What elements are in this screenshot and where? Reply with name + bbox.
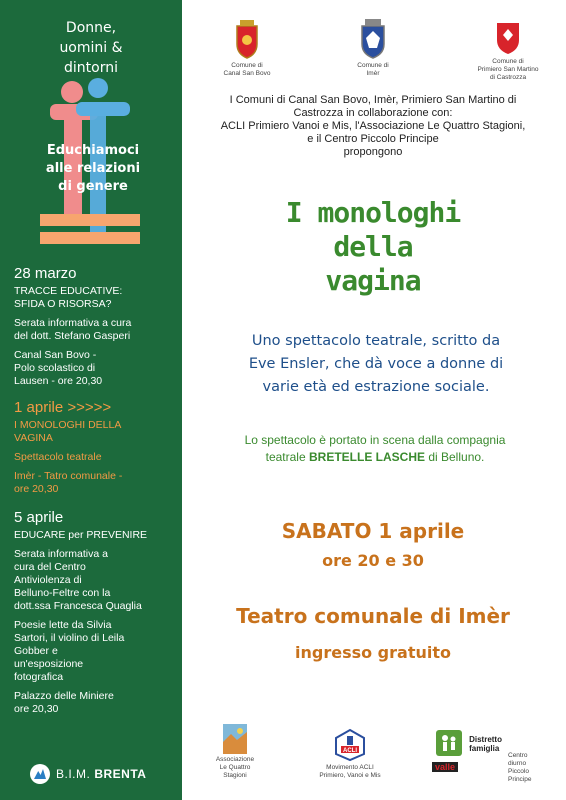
partner-quattro-stagioni [210, 724, 260, 780]
seasons-logo-icon [223, 724, 247, 754]
crest-canal-san-bovo [216, 20, 278, 78]
partner-label-line: diurno [508, 760, 527, 767]
partner-piccolo-principe [508, 752, 542, 784]
title-line: della [333, 230, 413, 263]
event-1-aprile [14, 399, 178, 496]
intro-line: ACLI Primiero Vanoi e Mis, l'Associazione Le Quattro Stagioni, [220, 120, 526, 132]
event-5-aprile [14, 509, 178, 716]
theatre-company-note [195, 432, 555, 466]
logo-stripe [40, 214, 140, 226]
partner-label-line: Piccolo [508, 768, 529, 775]
logo-slogan-line: di genere [58, 179, 128, 194]
event-time: ore 20 e 30 [322, 551, 424, 570]
event-line: Serata informativa a cura [14, 317, 132, 329]
project-title-line: dintorni [64, 60, 118, 76]
company-line-2 [195, 449, 555, 466]
partner-label-line: Primiero, Vanoi e Mis [319, 772, 381, 779]
organizers-intro [188, 94, 558, 159]
event-date: 1 aprile >>>>> [14, 399, 112, 416]
partner-label-line: Le Quattro [219, 764, 251, 771]
description-line: varie età ed estrazione sociale. [262, 379, 490, 395]
event-date: 28 marzo [14, 265, 77, 282]
event-line: fotografica [14, 671, 64, 683]
crest-label-line: Primiero San Martino [477, 66, 539, 73]
partner-label-line: famiglia [469, 744, 500, 753]
intro-line: I Comuni di Canal San Bovo, Imèr, Primiero San Martino di [229, 94, 517, 106]
description-line: Uno spettacolo teatrale, scritto da [251, 333, 501, 349]
project-title [0, 18, 182, 78]
event-line: ore 20,30 [14, 703, 59, 715]
sidebar [0, 0, 182, 800]
event-line: Palazzo delle Miniere [14, 690, 114, 702]
intro-line: propongono [343, 146, 403, 158]
partner-label-line: Associazione [215, 756, 255, 763]
crest-label-line: Canal San Bovo [223, 70, 271, 77]
partner-label-line: Stagioni [223, 772, 247, 779]
mountain-icon [30, 764, 50, 784]
event-line: cura del Centro [14, 561, 86, 573]
event-line: Lausen - ore 20,30 [14, 375, 103, 387]
event-line: Spettacolo teatrale [14, 451, 102, 463]
show-title [188, 196, 558, 298]
crest-label-line: Comune di [357, 62, 389, 69]
event-line: Imèr - Tatro comunale - [14, 470, 123, 482]
event-line: I MONOLOGHI DELLA [14, 419, 122, 431]
title-line: I monologhi [285, 196, 461, 229]
event-28-marzo [14, 265, 178, 388]
bim-name: BRENTA [94, 767, 147, 781]
event-line: Polo scolastico di [14, 362, 96, 374]
family-logo-icon [436, 730, 462, 756]
event-date: 5 aprile [14, 509, 64, 526]
intro-line: Castrozza in collaborazione con: [293, 107, 453, 119]
partner-label-line: Distretto [469, 735, 502, 744]
partner-label-line: Principe [508, 776, 532, 783]
company-line-1: Lo spettacolo è portato in scena dalla compagnia [244, 433, 506, 447]
event-line: Sartori, il violino di Leila [14, 632, 125, 644]
company-name: BRETELLE LASCHE [308, 450, 425, 464]
shield-icon [357, 18, 389, 60]
event-date: SABATO 1 aprile [281, 519, 465, 543]
distretto-text [469, 735, 502, 753]
bim-brenta-logo [30, 764, 146, 784]
partner-acli [312, 728, 388, 780]
bim-brenta-text [56, 767, 146, 781]
crest-imer [342, 18, 404, 78]
event-line: ore 20,30 [14, 483, 59, 495]
event-line: Belluno-Feltre con la [14, 587, 111, 599]
partner-label-line: Centro [508, 752, 528, 759]
logo-slogan [28, 142, 158, 196]
shield-icon [494, 20, 522, 56]
project-title-line: Donne, [65, 20, 117, 36]
acli-badge-text: ACLI [343, 748, 357, 754]
event-line: Serata informativa a [14, 548, 108, 560]
partner-distretto-famiglia [432, 730, 502, 773]
event-line: dott.ssa Francesca Quaglia [14, 600, 142, 612]
logo-stripe [40, 232, 140, 244]
crest-label-line: Comune di [231, 62, 263, 69]
event-line: un'esposizione [14, 658, 84, 670]
acli-logo-icon [333, 728, 367, 762]
event-line: Poesie lette da Silvia [14, 619, 112, 631]
logo-slogan-line: Educhiamoci [46, 143, 140, 158]
show-description [208, 330, 544, 399]
event-line: Gobber e [14, 645, 58, 657]
shield-icon [232, 20, 262, 60]
description-line: Eve Ensler, che dà voce a donne di [248, 356, 504, 372]
distretto-row [432, 730, 502, 758]
crest-label-line: Comune di [492, 58, 524, 65]
valle-badge: valle [432, 762, 458, 772]
event-line: Antiviolenza di [14, 574, 82, 586]
title-line: vagina [325, 264, 421, 297]
intro-line: e il Centro Piccolo Principe [307, 133, 439, 145]
crest-label-line: Imèr [366, 70, 380, 77]
event-line: SFIDA O RISORSA? [14, 298, 112, 310]
bim-prefix: B.I.M. [56, 767, 91, 781]
partner-label-line: Movimento ACLI [326, 764, 374, 771]
crest-label-line: di Castrozza [489, 74, 527, 81]
logo-slogan-line: alle relazioni [45, 161, 141, 176]
event-line: TRACCE EDUCATIVE: [14, 285, 123, 297]
event-line: VAGINA [14, 432, 53, 444]
project-title-line: uomini & [59, 40, 123, 56]
event-line: del dott. Stefano Gasperi [14, 330, 131, 342]
company-prefix: teatrale [265, 450, 309, 464]
event-line: Canal San Bovo - [14, 349, 97, 361]
event-venue: Teatro comunale di Imèr [236, 604, 510, 628]
event-line: EDUCARE per PREVENIRE [14, 529, 148, 541]
crest-primiero [468, 20, 548, 82]
company-suffix: di Belluno. [425, 450, 485, 464]
entry-note: ingresso gratuito [295, 643, 451, 662]
